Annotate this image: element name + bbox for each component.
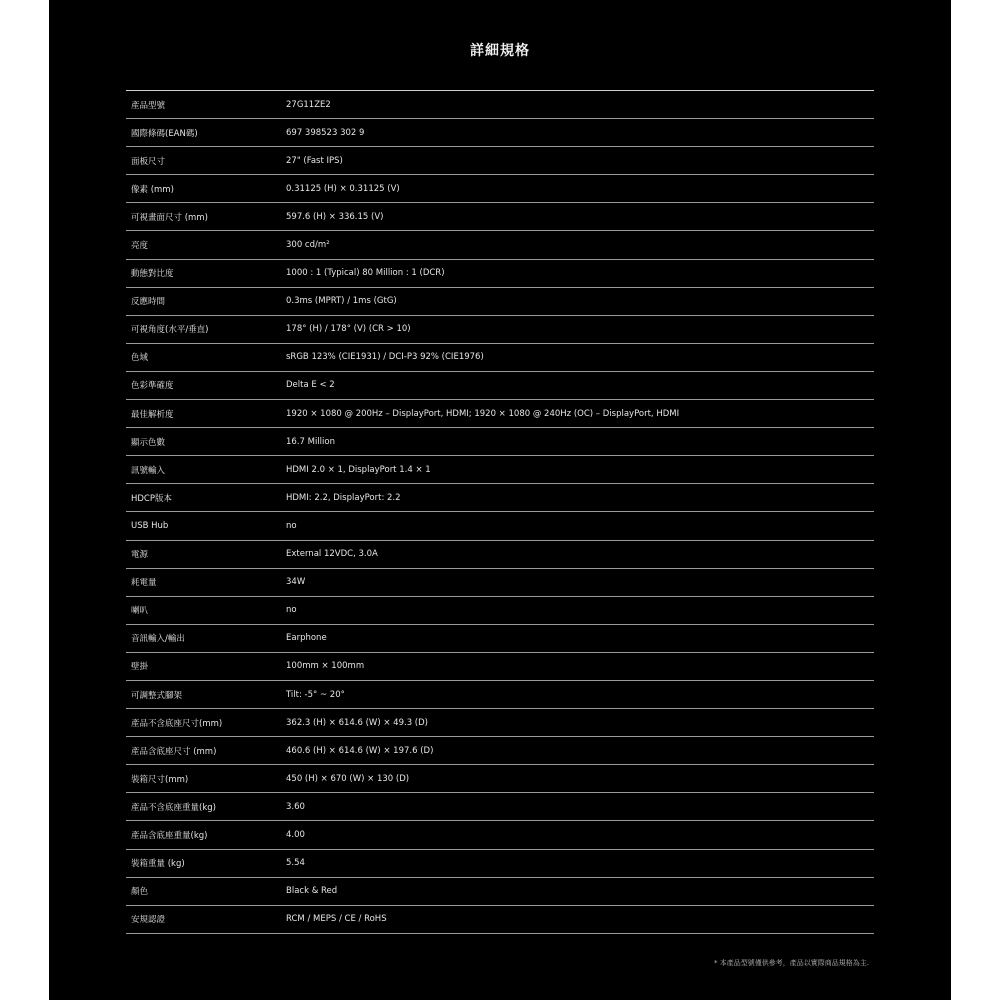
spec-row [126, 372, 874, 400]
spec-label: 電源 [131, 550, 149, 561]
spec-value: 3.60 [286, 801, 305, 812]
spec-label: 可視角度(水平/垂直) [131, 325, 209, 336]
spec-label: 安規認證 [131, 915, 166, 926]
spec-row [126, 569, 874, 597]
spec-row [126, 793, 874, 821]
spec-value: 1920 × 1080 @ 200Hz – DisplayPort, HDMI; 1920 × 1080 @ 240Hz (OC) – DisplayPort, HDMI [286, 408, 680, 419]
spec-label: 最佳解析度 [131, 409, 174, 420]
spec-label: 國際條碼(EAN碼) [131, 128, 198, 139]
spec-label: 耗電量 [131, 578, 157, 589]
spec-value: no [286, 520, 297, 531]
spec-label: HDCP版本 [131, 493, 172, 504]
spec-label: 產品不含底座重量(kg) [131, 802, 216, 813]
spec-value: no [286, 605, 297, 616]
spec-label: 訊號輸入 [131, 465, 166, 476]
spec-label: 色域 [131, 353, 149, 364]
spec-value: 178° (H) / 178° (V) (CR > 10) [286, 324, 411, 335]
spec-label: 面板尺寸 [131, 156, 166, 167]
spec-value: HDMI 2.0 × 1, DisplayPort 1.4 × 1 [286, 464, 431, 475]
spec-label: 產品含底座重量(kg) [131, 830, 208, 841]
page-title: 詳細規格 [470, 43, 530, 59]
spec-row [126, 344, 874, 372]
spec-row [126, 878, 874, 906]
spec-label: 產品含底座尺寸 (mm) [131, 746, 217, 757]
spec-table [126, 90, 874, 934]
spec-label: 像素 (mm) [131, 184, 174, 195]
spec-label: 裝箱重量 (kg) [131, 859, 185, 870]
spec-row [126, 316, 874, 344]
spec-value: 450 (H) × 670 (W) × 130 (D) [286, 773, 410, 784]
spec-value: sRGB 123% (CIE1931) / DCI-P3 92% (CIE1976) [286, 352, 484, 363]
spec-row [126, 484, 874, 512]
spec-row [126, 260, 874, 288]
spec-label: 亮度 [131, 241, 149, 252]
spec-label: 音訊輸入/輸出 [131, 634, 185, 645]
spec-row [126, 147, 874, 175]
spec-panel [49, 0, 951, 1000]
spec-value: Delta E < 2 [286, 380, 335, 391]
spec-value: 27" (Fast IPS) [286, 155, 343, 166]
spec-row [126, 653, 874, 681]
spec-value: 34W [286, 577, 306, 588]
spec-value: 16.7 Million [286, 436, 335, 447]
spec-value: 300 cd/m² [286, 240, 330, 251]
spec-row [126, 175, 874, 203]
spec-row [126, 821, 874, 849]
spec-label: 反應時間 [131, 297, 166, 308]
spec-label: 動態對比度 [131, 269, 174, 280]
spec-label: 色彩準確度 [131, 381, 174, 392]
spec-value: 4.00 [286, 829, 305, 840]
spec-label: USB Hub [131, 520, 169, 531]
spec-value: 5.54 [286, 858, 305, 869]
spec-row [126, 203, 874, 231]
spec-row [126, 765, 874, 793]
spec-value: Earphone [286, 633, 327, 644]
spec-value: External 12VDC, 3.0A [286, 549, 378, 560]
spec-value: 362.3 (H) × 614.6 (W) × 49.3 (D) [286, 717, 428, 728]
spec-row [126, 428, 874, 456]
spec-label: 可視畫面尺寸 (mm) [131, 212, 208, 223]
spec-row [126, 906, 874, 934]
disclaimer-footnote: * 本產品型號僅供參考，產品以實際商品規格為主. [714, 959, 869, 967]
spec-row [126, 850, 874, 878]
spec-value: Tilt: -5° ~ 20° [286, 689, 345, 700]
spec-value: 100mm × 100mm [286, 661, 365, 672]
spec-value: 460.6 (H) × 614.6 (W) × 197.6 (D) [286, 745, 434, 756]
spec-row [126, 541, 874, 569]
spec-value: 0.31125 (H) × 0.31125 (V) [286, 183, 400, 194]
spec-row [126, 681, 874, 709]
spec-label: 喇叭 [131, 606, 149, 617]
spec-value: 597.6 (H) × 336.15 (V) [286, 211, 384, 222]
spec-value: 0.3ms (MPRT) / 1ms (GtG) [286, 296, 397, 307]
spec-label: 可調整式腳架 [131, 690, 183, 701]
spec-value: 697 398523 302 9 [286, 127, 365, 138]
spec-row [126, 119, 874, 147]
spec-value: Black & Red [286, 886, 338, 897]
spec-label: 產品不含底座尺寸(mm) [131, 718, 223, 729]
spec-row [126, 709, 874, 737]
spec-label: 裝箱尺寸(mm) [131, 774, 189, 785]
spec-row [126, 288, 874, 316]
spec-label: 顏色 [131, 887, 149, 898]
spec-row [126, 512, 874, 540]
spec-row [126, 737, 874, 765]
spec-row [126, 231, 874, 259]
spec-value: 27G11ZE2 [286, 99, 331, 110]
spec-row [126, 400, 874, 428]
spec-label: 顯示色數 [131, 437, 166, 448]
spec-value: RCM / MEPS / CE / RoHS [286, 914, 387, 925]
spec-label: 壁掛 [131, 662, 149, 673]
spec-row [126, 91, 874, 119]
spec-label: 產品型號 [131, 100, 166, 111]
spec-row [126, 456, 874, 484]
spec-row [126, 597, 874, 625]
spec-value: HDMI: 2.2, DisplayPort: 2.2 [286, 492, 401, 503]
spec-row [126, 625, 874, 653]
spec-value: 1000 : 1 (Typical) 80 Million : 1 (DCR) [286, 268, 445, 279]
